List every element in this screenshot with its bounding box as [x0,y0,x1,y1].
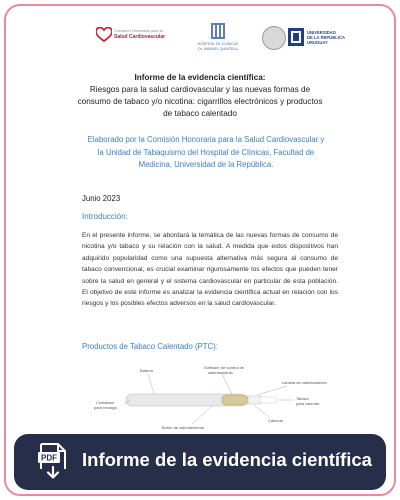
portrait-logo-icon [262,26,286,50]
label-lamina: Lámina de calentamiento [282,380,327,385]
logo-left-line1: Comisión Honoraria para la [114,28,163,33]
pdf-download-icon[interactable] [38,443,68,481]
building-logo-icon [210,22,226,40]
heated-tobacco-device-diagram [82,364,342,434]
label-software-2: calentamiento [208,370,233,375]
logo-cardiovascular [96,26,166,50]
document-title [56,72,344,120]
pdf-icon-label: PDF [41,453,57,463]
label-bateria: Batería [140,368,153,373]
intro-heading: Introducción: [82,212,128,221]
device-heater-section [222,395,248,405]
authors-line-1: Elaborado por la Comisión Honoraria para la Salud Cardiovascular y [87,135,325,144]
card-frame[interactable] [4,4,396,496]
label-contactos-1: Contactos [96,400,115,405]
heart-logo-icon [96,27,112,43]
logo-center-line1: HOSPITAL DE CLÍNICAS [197,42,239,46]
label-tabaco-1: Tabaco [296,396,309,401]
authors-line-2: la Unidad de Tabaquismo del Hospital de Clínicas, Facultad de [97,147,315,157]
banner-title[interactable]: Informe de la evidencia científica [82,449,372,470]
logos-row [16,20,384,56]
tobacco-stick [260,397,276,403]
logo-right-line2: DE LA REPÚBLICA [307,35,345,40]
label-boton: Botón de calentamiento [162,425,205,430]
authors-block [56,134,356,172]
intro-paragraph: En el presente informe, se abordará la temática de las nuevas formas de consumo de nicotina y/o tabaco y su relación con la salud. A medida que estos dispositivos han adquirido popularidad como una supuesta alternativa más segura al consumo de tabaco convencional, es crucial examinar rigurosamente los efectos que pueden tener sobre la salud en general y el sistema cardiovascular en particular de esta población. El objetivo de este informe es analizar la evidencia científica actual en relación con los riesgos y los posibles efectos adversos en la salud cardiovascular. [82,232,338,308]
label-contactos-2: para recarga [94,405,117,410]
title-line-4: de tabaco calentado [163,109,237,118]
label-tabaco-2: para calentar [296,401,320,406]
title-line-2: Riesgos para la salud cardiovascular y las nuevas formas de [89,85,311,94]
title-line-3: consumo de tabaco y/o nicotina: cigarrillos electrónicos y productos [77,97,323,106]
logo-left-line2: Salud Cardiovascular [114,34,166,40]
seal-logo-icon [288,28,304,46]
label-software-1: Software de control de [204,365,245,370]
document-date: Junio 2023 [82,194,121,203]
label-cabezal: Cabezal [268,418,283,423]
ptc-heading: Productos de Tabaco Calentado (PTC): [82,342,218,351]
logo-hospital [188,22,248,54]
document-preview[interactable] [16,12,384,432]
download-banner[interactable] [14,434,386,490]
logo-right-line3: URUGUAY [307,40,328,45]
authors-line-3: Medicina, Universidad de la República. [138,160,274,169]
logo-center-line2: Dr. MANUEL QUINTELA [198,47,238,51]
logo-right-line1: UNIVERSIDAD [307,30,336,35]
logo-university [262,22,362,54]
title-line-1: Informe de la evidencia científica: [134,73,266,82]
